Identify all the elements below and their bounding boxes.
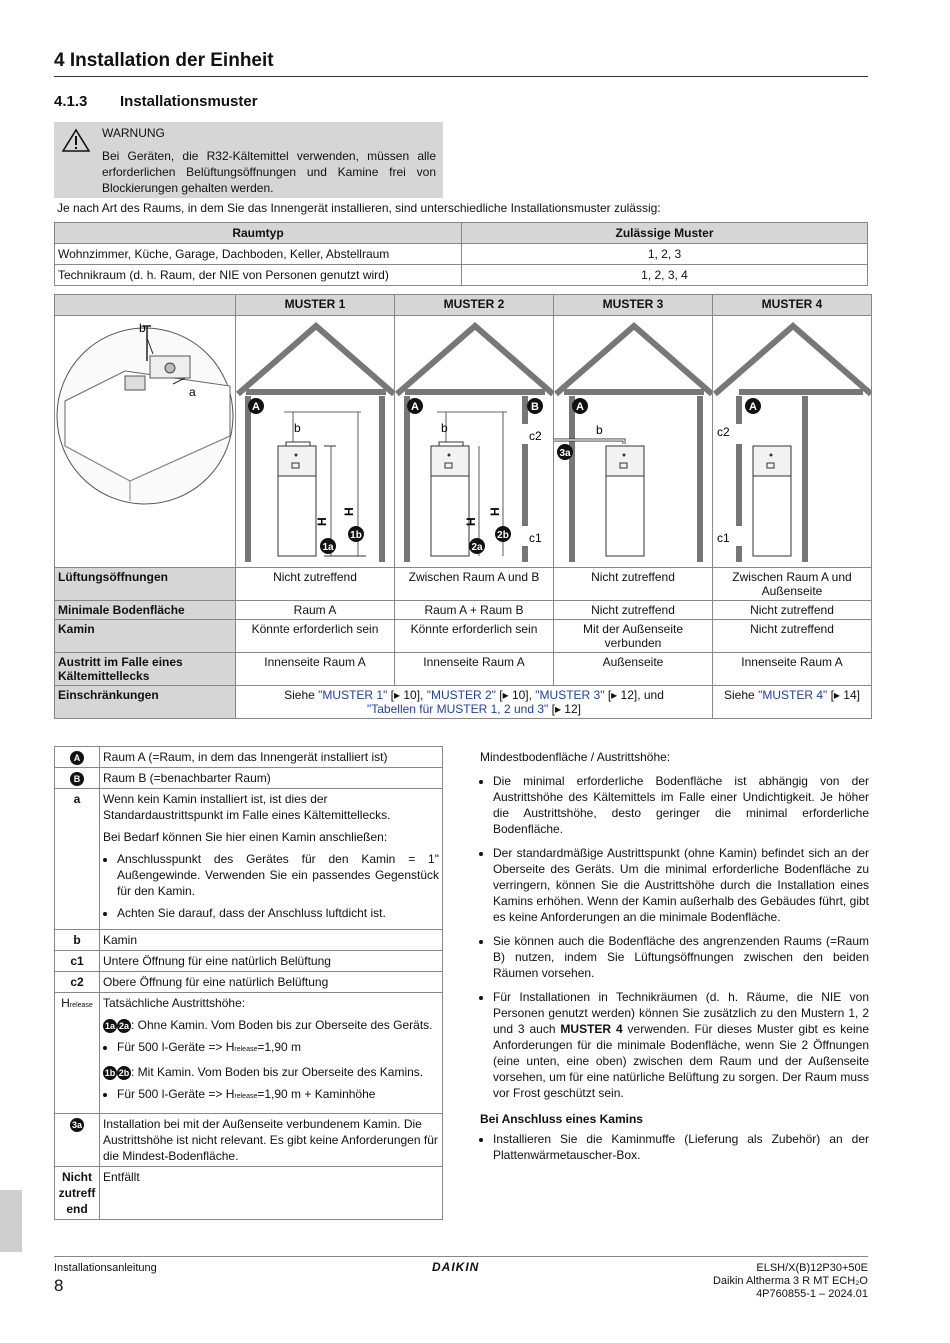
subheading: Bei Anschluss eines Kamins [480,1112,643,1126]
page-ref: [▸ 10], [495,688,536,702]
legend-key-h-release: Hrelease [55,993,100,1114]
room-type-table [54,222,868,286]
list-item: • Die minimal erforderliche Bodenfläche ist abhängig von der Austrittshöhe des Kältemittels im Falle einer Undichtigkeit. Je höher die Austrittshöhe, desto geringer die minimal erforderliche Bodenfläche. [493,773,869,837]
table-cell: Raum A [236,601,395,620]
table-cell: Wohnzimmer, Küche, Garage, Dachboden, Keller, Abstellraum [55,244,462,265]
h-release-label: H [315,517,329,526]
daikin-logo: DAIKIN [432,1260,480,1274]
footer-doc-type: Installationsanleitung [54,1262,157,1274]
footer-rule [54,1256,868,1257]
figure-label-c1: c1 [717,531,730,545]
link-muster-3[interactable]: "MUSTER 3" [535,688,605,702]
table-cell: Innenseite Raum A [236,653,395,686]
table-cell: Nicht zutreffend [713,601,872,620]
legend-key-c1: c1 [55,951,100,972]
table-row [55,568,872,601]
page-ref: [▸ 12], und [604,688,664,702]
link-muster-1[interactable]: "MUSTER 1" [318,688,388,702]
legend-key-B: B [70,772,84,786]
table-header: Zulässige Muster [462,223,868,244]
row-label: Lüftungsöffnungen [55,568,236,601]
text: Siehe [724,688,755,702]
page-ref: [▸ 12] [548,702,581,716]
room-a-marker: A [576,401,584,413]
table-cell: Nicht zutreffend [554,601,713,620]
table-cell: Nicht zutreffend [713,620,872,653]
legend-row [55,768,443,789]
table-header: MUSTER 2 [395,295,554,316]
table-cell: Könnte erforderlich sein [236,620,395,653]
warning-heading: WARNUNG [102,126,165,140]
h-release-label: H [488,507,502,516]
legend-row [55,1114,443,1167]
table-header: Raumtyp [55,223,462,244]
marker-3a: 3a [559,448,571,459]
list-item: • Achten Sie darauf, dass der Anschluss luftdicht ist. [117,905,439,921]
marker-2a: 2a [118,1020,129,1031]
footer-doc-number: 4P760855-1 – 2024.01 [756,1288,868,1300]
legend-text: Raum A (=Raum, in dem das Innengerät installiert ist) [100,747,443,768]
intro-text: Je nach Art des Raums, in dem Sie das Innengerät installieren, sind unterschiedliche Installationsmuster zulässig: [57,201,661,215]
restrictions-cell [713,686,872,719]
footer-product-info [713,1262,868,1301]
table-header: MUSTER 4 [713,295,872,316]
legend-row [55,951,443,972]
table-row [55,686,872,719]
legend-text: : Ohne Kamin. Vom Boden bis zur Oberseite des Geräts. [131,1018,433,1032]
pattern-1-figure [236,316,395,568]
table-cell: Zwischen Raum A und B [395,568,554,601]
table-row [55,620,872,653]
table-cell: Raum A + Raum B [395,601,554,620]
marker-2b: 2b [118,1067,130,1078]
legend-key-nicht: Nicht zutreff end [55,1167,100,1220]
table-row [55,653,872,686]
h-release-label: H [464,517,478,526]
figure-label-b: b [441,421,448,435]
warning-box [54,122,443,198]
legend-text: Installation bei mit der Außenseite verbundenem Kamin. Die Austrittshöhe ist nicht relevant. Es gibt keine Anforderungen für die Mindest-Bodenfläche. [100,1114,443,1167]
room-a-marker: A [252,401,260,413]
pattern-2-figure [395,316,554,568]
link-muster-2[interactable]: "MUSTER 2" [426,688,496,702]
table-row [55,265,868,286]
legend-row [55,1167,443,1220]
table-header-row [55,295,872,316]
table-cell: 1, 2, 3 [462,244,868,265]
section-title: Installationsmuster [120,93,258,110]
list-item: • Anschlusspunkt des Gerätes für den Kamin = 1" Außengewinde. Verwenden Sie ein passendes Gegenstück für den Kamin. [117,851,439,899]
legend-row [55,747,443,768]
table-row [55,244,868,265]
row-label: Einschränkungen [55,686,236,719]
legend-text: Raum B (=benachbarter Raum) [100,768,443,789]
marker-2b: 2b [497,530,509,541]
warning-text: Bei Geräten, die R32-Kältemittel verwenden, müssen alle erforderlichen Belüftungsöffnungen und Kamine frei von Blockierungen gehalten werden. [102,149,436,195]
figure-label-b: b [294,421,301,435]
table-cell: Könnte erforderlich sein [395,620,554,653]
legend-key-A: A [70,751,84,765]
legend-key-b: b [55,930,100,951]
marker-1a: 1a [104,1020,115,1031]
row-label: Minimale Bodenfläche [55,601,236,620]
table-header: MUSTER 1 [236,295,395,316]
table-header-empty [55,295,236,316]
page-ref: [▸ 10], [387,688,427,702]
legend-text: Tatsächliche Austrittshöhe: [103,996,246,1010]
figure-label-c2: c2 [717,425,730,439]
legend-row [55,993,443,1114]
marker-1b: 1b [104,1067,116,1078]
table-cell: Nicht zutreffend [554,568,713,601]
list-item: • Sie können auch die Bodenfläche des angrenzenden Raums (=Raum B) nutzen, indem Sie Lüftungsöffnungen zwischen den beiden Räumen vorsehen. [493,933,869,981]
room-a-marker: A [411,401,419,413]
unit-closeup-illustration [55,316,235,564]
legend-text: : Mit Kamin. Vom Boden bis zur Oberseite des Kamins. [131,1065,424,1079]
list-item: • Für Installationen in Technikräumen (d. h. Räume, die NIE von Personen genutzt werden) können Sie zusätzlich zu den Mustern 1, 2 und 3 auch MUSTER 4 verwenden. Für dieses Muster gibt es keine Anforderungen für die minimale Bodenfläche, wenn Sie 2 Öffnungen (eine unten, eine oben) zwischen dem Raum und der Außenseite vorsehen, um für eine natürliche Belüftung zu sorgen. Der Raum muss vor Frost geschützt sein. [493,989,869,1101]
table-cell: Innenseite Raum A [713,653,872,686]
pattern-4-figure [713,316,872,568]
h-release-label: H [342,507,356,516]
text: Siehe [284,688,315,702]
legend-key-3a: 3a [71,1119,82,1130]
legend-row [55,789,443,930]
page-edge-tab [0,1190,22,1252]
legend-text: Entfällt [100,1167,443,1220]
legend-text: Wenn kein Kamin installiert ist, ist dies der Standardaustrittspunkt im Falle eines Kältemittellecks. [103,792,391,822]
figure-label-c1: c1 [529,531,542,545]
table-cell: Technikraum (d. h. Raum, der NIE von Personen genutzt wird) [55,265,462,286]
row-label: Austritt im Falle eines Kältemittellecks [55,653,236,686]
table-cell: Mit der Außenseite verbunden [554,620,713,653]
figure-label-b: b [139,321,146,335]
page-ref: [▸ 14] [827,688,860,702]
page-number: 8 [54,1276,64,1295]
footer-product: Daikin Altherma 3 R MT ECH₂O [712,1275,868,1287]
header-rule [54,76,868,77]
table-cell: Nicht zutreffend [236,568,395,601]
table-cell: Innenseite Raum A [395,653,554,686]
table-cell: Außenseite [554,653,713,686]
section-number: 4.1.3 [54,93,88,110]
table-cell: Zwischen Raum A und Außenseite [713,568,872,601]
link-tabellen[interactable]: "Tabellen für MUSTER 1, 2 und 3" [367,702,549,716]
pattern-3-figure [554,316,713,568]
room-a-marker: A [749,401,757,413]
legend-key-a: a [55,789,100,930]
legend-text: Obere Öffnung für eine natürlich Belüftung [100,972,443,993]
footer-model: ELSH/X(B)12P30+50E [756,1262,868,1274]
unit-detail-figure [55,316,236,568]
legend-text: Bei Bedarf können Sie hier einen Kamin anschließen: [103,830,388,844]
figure-label-a: a [189,385,196,399]
table-row [55,601,872,620]
table-cell: 1, 2, 3, 4 [462,265,868,286]
page-header-title: 4 Installation der Einheit [54,50,274,71]
right-column [480,749,869,1163]
marker-1a: 1a [322,542,334,553]
right-intro: Mindestbodenfläche / Austrittshöhe: [480,750,671,764]
list-item: • Der standardmäßige Austrittspunkt (ohne Kamin) befindet sich an der Oberseite des Geräts. Um die minimal erforderliche Bodenfläche zu verringern, können Sie die Austrittshöhe durch die Installation eines Kamins erhöhen. Wenn der Kamin außerhalb des Gebäudes führt, gibt es keine Anforderungen an die minimale Bodenfläche. [493,845,869,925]
list-item: • Für 500 l-Geräte => Hrelease=1,90 m [117,1039,439,1058]
legend-text: Untere Öffnung für eine natürlich Belüftung [100,951,443,972]
legend-row [55,972,443,993]
pattern-table [54,294,872,719]
table-header: MUSTER 3 [554,295,713,316]
legend-key-c2: c2 [55,972,100,993]
legend-text: Kamin [100,930,443,951]
room-b-marker: B [531,401,539,413]
list-item: • Installieren Sie die Kaminmuffe (Lieferung als Zubehör) an der Plattenwärmetauscher-Box. [493,1131,869,1163]
figure-label-b: b [596,423,603,437]
figure-row [55,316,872,568]
figure-label-c2: c2 [529,429,542,443]
marker-1b: 1b [350,530,362,541]
legend-row [55,930,443,951]
row-label: Kamin [55,620,236,653]
marker-2a: 2a [471,542,483,553]
table-header-row [55,223,868,244]
link-muster-4[interactable]: "MUSTER 4" [758,688,828,702]
warning-icon [62,128,90,152]
list-item: • Für 500 l-Geräte => Hrelease=1,90 m + Kaminhöhe [117,1086,439,1105]
legend-table [54,746,443,1220]
restrictions-cell [236,686,713,719]
